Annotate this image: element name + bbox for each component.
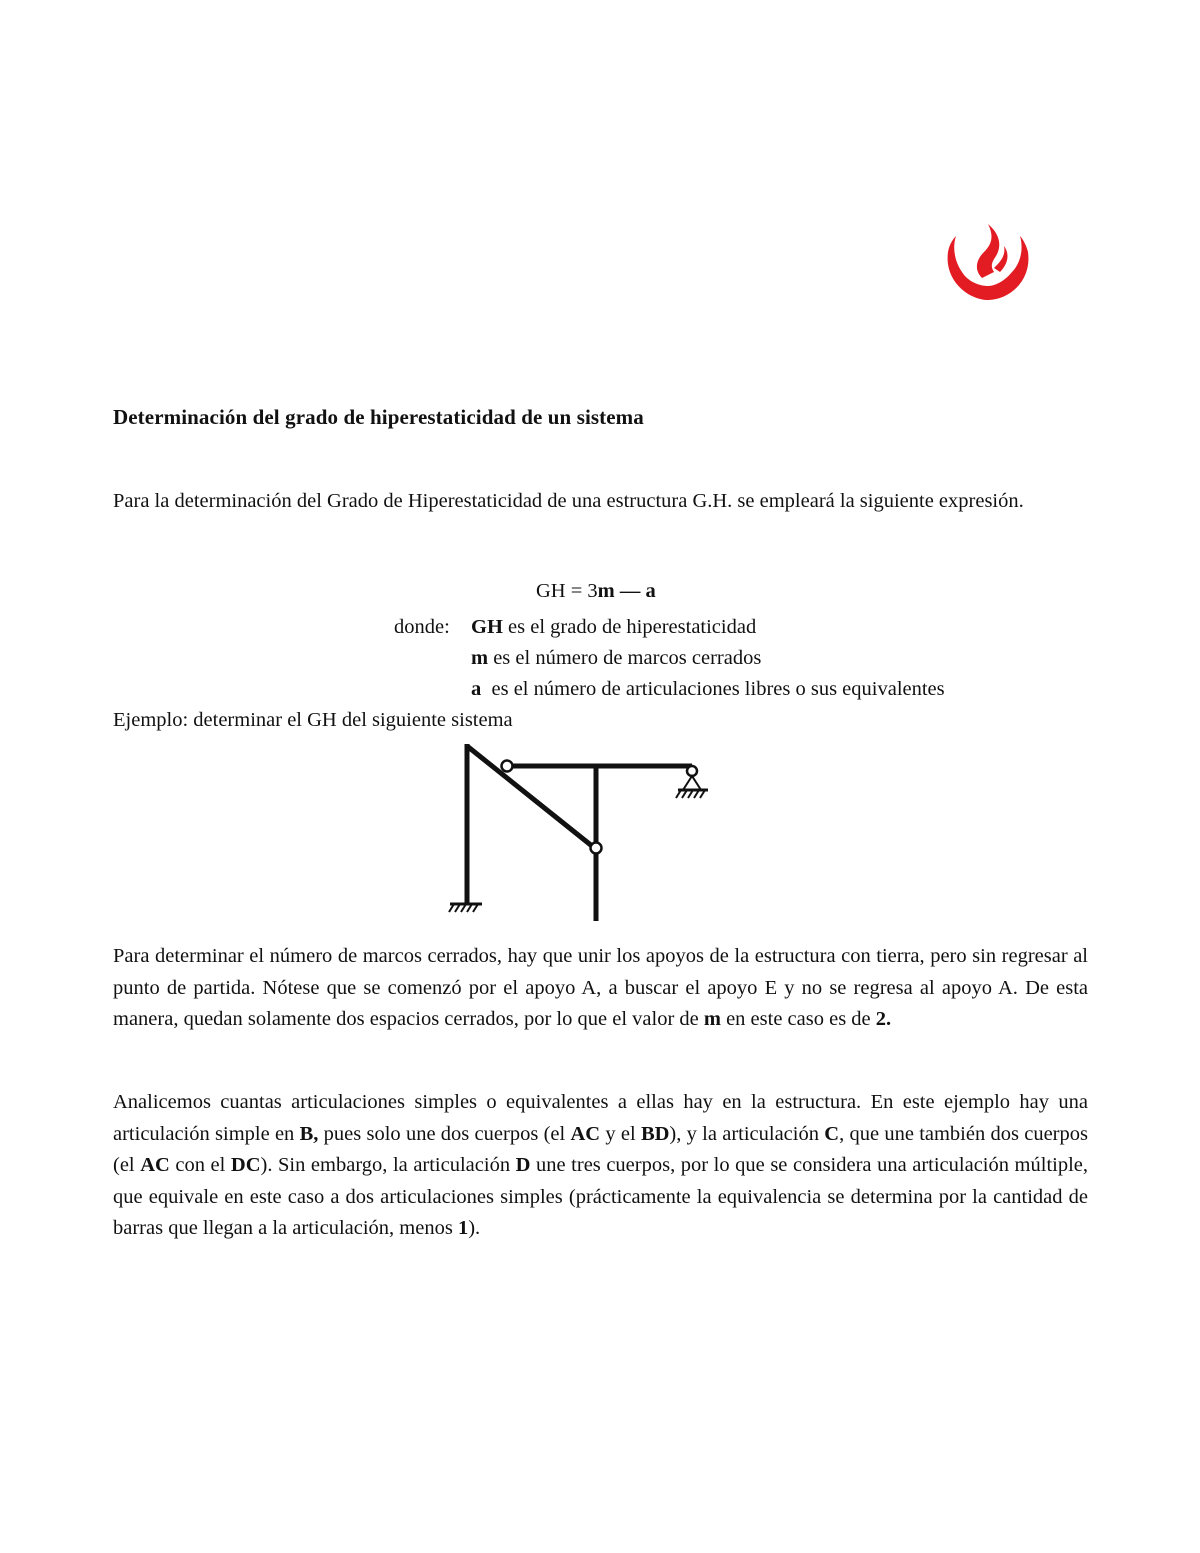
definition-a (471, 678, 945, 701)
bold-run: BD (640, 1122, 670, 1145)
definitions-label: donde: (394, 616, 450, 638)
bold-run: AC (570, 1122, 601, 1145)
text-run: Analicemos cuantas articulaciones simples o equivalentes a ellas hay en la estructura. En este ejemplo hay una articulación simple en (113, 1091, 1088, 1145)
text-run: en este caso es de (720, 1008, 876, 1030)
text-run: ), y la articulación (669, 1122, 825, 1145)
formula (536, 580, 656, 603)
structure-diagram (430, 738, 730, 928)
definition-text: es el número de marcos cerrados (488, 647, 762, 669)
text-run: , que une también dos cuerpos (el (113, 1122, 1088, 1176)
formula-minus: — (614, 580, 646, 602)
bold-run: D (515, 1154, 531, 1176)
bold-run: m (703, 1008, 721, 1030)
university-flame-logo-icon (942, 222, 1034, 302)
text-run: y el (600, 1122, 641, 1145)
fixed-support-icon (449, 904, 482, 912)
bold-run: B, (299, 1122, 319, 1145)
text-run: Para determinar el número de marcos cerrados, hay que unir los apoyos de la estructura con tierra, pero sin regresar al punto de partida. Nótese que se comenzó por el apoyo A, a buscar el apoyo E y no se regresa al apoyo A. De esta manera, quedan solamente dos espacios cerrados, por lo que el valor de (113, 945, 1088, 1030)
definition-gh (471, 616, 756, 639)
definition-text: es el grado de hiperestaticidad (502, 616, 757, 638)
definition-m (471, 647, 761, 670)
intro-paragraph: Para la determinación del Grado de Hiperestaticidad de una estructura G.H. se empleará la siguiente expresión. (113, 490, 1024, 512)
document-title: Determinación del grado de hiperestaticidad de un sistema (113, 405, 644, 429)
text-run: pues solo une dos cuerpos (el (318, 1122, 571, 1145)
bold-run: 2. (875, 1008, 892, 1030)
bold-run: C (824, 1122, 840, 1145)
formula-lhs: GH = 3 (536, 580, 598, 602)
formula-m: m (597, 580, 615, 602)
pinned-support-icon (676, 766, 708, 798)
bold-run: 1 (457, 1217, 469, 1239)
definition-symbol: a (471, 678, 482, 700)
definition-symbol: m (471, 647, 489, 669)
diagonal-member (467, 746, 592, 846)
text-run: con el (169, 1154, 231, 1176)
hinge-c (591, 843, 602, 854)
example-label: Ejemplo: determinar el GH del siguiente sistema (113, 709, 513, 731)
text-run: une tres cuerpos, por lo que se considera una articulación múltiple, que equivale en este caso a dos articulaciones simples (prácticamente la equivalencia se determina por la cantidad de barras que llegan a la articulación, menos (113, 1154, 1089, 1239)
bold-run: AC (140, 1154, 170, 1176)
hinge-b (502, 761, 513, 772)
paragraph-closed-frames (113, 941, 1088, 1036)
text-run: ). (468, 1217, 481, 1239)
definition-text: es el número de articulaciones libres o sus equivalentes (481, 678, 945, 700)
text-run: ). Sin embargo, la articulación (260, 1154, 516, 1176)
bold-run: DC (230, 1154, 261, 1176)
formula-a: a (645, 580, 656, 602)
definition-symbol: GH (471, 616, 503, 638)
paragraph-articulations (113, 1087, 1088, 1245)
